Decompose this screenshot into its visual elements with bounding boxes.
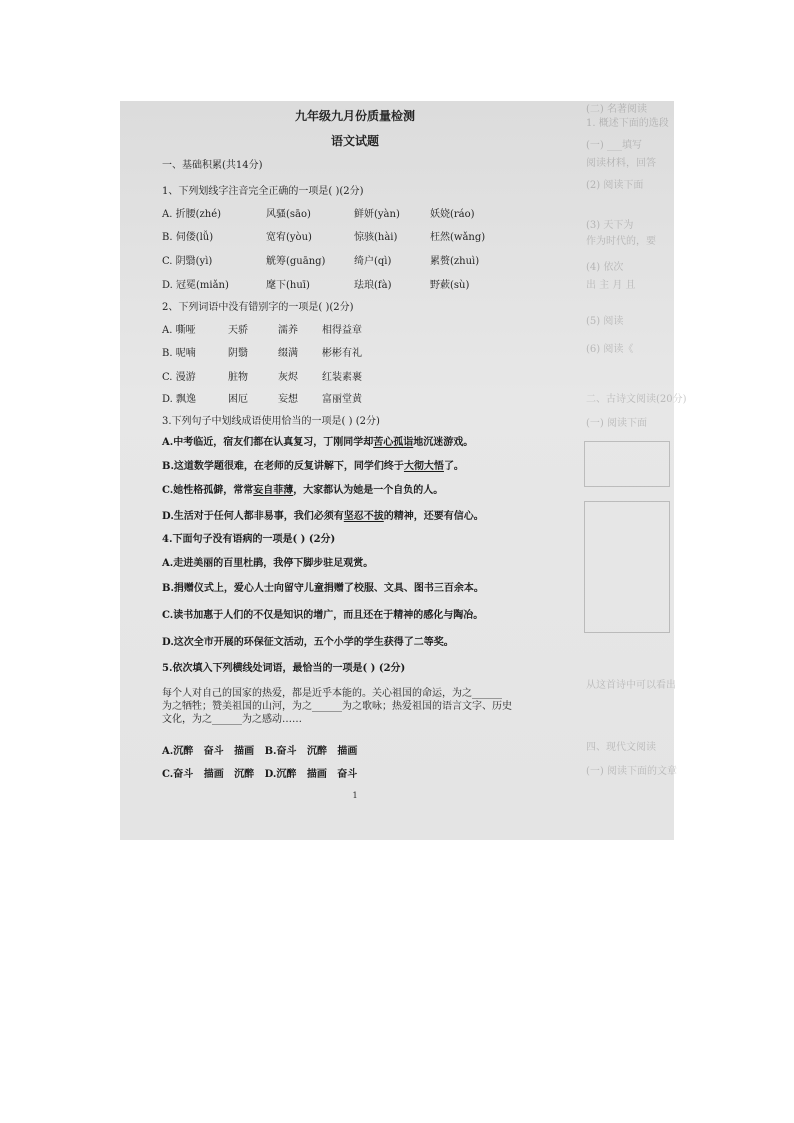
- q2-c-1: C. 漫游: [162, 372, 196, 383]
- q2-a-1: A. 嘶哑: [162, 325, 196, 336]
- q3-a-prefix: A.中考临近，宿友们都在认真复习，丁刚同学却: [162, 437, 374, 448]
- q1-a-3: 鲜妍(yàn): [354, 209, 400, 220]
- q4-option-d: D.这次全市开展的环保征文活动，五个小学的学生获得了二等奖。: [162, 637, 454, 648]
- q5-passage: [162, 687, 582, 726]
- q2-b-4: 彬彬有礼: [322, 348, 362, 359]
- q2-d-1: D. 飘逸: [162, 394, 197, 405]
- exam-title: 九年级九月份质量检测: [294, 109, 415, 123]
- q3-stem: 3.下列句子中划线成语使用恰当的一项是( ) (2分): [162, 416, 380, 427]
- exam-sheet: [120, 101, 590, 840]
- q4-option-a: A.走进美丽的百里杜鹃，我停下脚步驻足观赏。: [162, 558, 374, 569]
- q1-c-3: 绮户(qì): [354, 256, 392, 267]
- q3-b-suffix: 了。: [443, 461, 464, 472]
- q2-c-4: 红装素裹: [322, 372, 362, 383]
- q1-d-1: D. 冠冕(miǎn): [162, 280, 229, 291]
- q4-option-c: C.读书加惠于人们的不仅是知识的增广，而且还在于精神的感化与陶冶。: [162, 610, 484, 621]
- section-heading: 一、基础积累(共14分): [162, 160, 263, 171]
- q3-c-prefix: C.她性格孤僻，常常: [162, 485, 254, 496]
- q3-d-prefix: D.生活对于任何人都非易事，我们必须有: [162, 511, 344, 522]
- q3-a-suffix: 地沉迷游戏。: [413, 437, 474, 448]
- q1-a-1: A. 折腰(zhé): [162, 209, 222, 220]
- q2-stem: 2、下列词语中没有错别字的一项是( )(2分): [162, 302, 354, 313]
- q1-a-2: 风骚(sāo): [266, 209, 311, 220]
- q1-c-4: 累赘(zhuì): [430, 256, 480, 267]
- q4-option-b: B.捐赠仪式上，爱心人士向留守儿童捐赠了校服、文具、图书三百余本。: [162, 583, 484, 594]
- q1-b-4: 枉然(wǎng): [430, 232, 486, 243]
- q1-d-2: 麾下(huī): [266, 280, 310, 291]
- q5-options-cd: C.奋斗 描画 沉醉 D.沉醉 描画 奋斗: [162, 769, 358, 780]
- q5-passage-line-3: 文化，为之______为之感动……: [162, 714, 302, 725]
- q1-b-1: B. 伺偻(lǚ): [162, 232, 214, 243]
- q1-b-2: 宽宥(yòu): [266, 232, 312, 243]
- q3-c-idiom: 妄自菲薄: [253, 485, 294, 496]
- q2-d-2: 困厄: [228, 394, 248, 405]
- q5-passage-line-1: 每个人对自己的国家的热爱，都是近乎本能的。关心祖国的命运，为之______: [162, 688, 502, 699]
- q2-d-4: 富丽堂黄: [322, 394, 362, 405]
- q1-c-1: C. 阴翳(yì): [162, 256, 213, 267]
- q3-d-suffix: 的精神，还要有信心。: [383, 511, 484, 522]
- q5-passage-line-2: 为之牺牲；赞美祖国的山河，为之______为之歌咏；热爱祖国的语言文字、历史: [162, 701, 512, 712]
- q2-a-4: 相得益章: [322, 325, 362, 336]
- q2-b-1: B. 呢喃: [162, 348, 196, 359]
- q2-b-3: 缀满: [278, 348, 298, 359]
- q3-option-b: [162, 460, 464, 474]
- q4-stem: 4.下面句子没有语病的一项是( ) (2分): [162, 534, 336, 545]
- q1-a-4: 妖娆(ráo): [430, 209, 475, 220]
- q1-b-3: 惊骇(hài): [354, 232, 398, 243]
- q3-a-idiom: 苦心孤诣: [373, 437, 414, 448]
- q1-stem: 1、下列划线字注音完全正确的一项是( )(2分): [162, 186, 364, 197]
- q3-option-a: [162, 436, 473, 450]
- q3-b-idiom: 大彻大悟: [403, 461, 444, 472]
- scanned-exam-photo: [120, 101, 687, 840]
- q3-option-d: [162, 510, 484, 524]
- q1-d-4: 野蔌(sù): [430, 280, 470, 291]
- q1-c-2: 觥筹(guāng): [266, 256, 326, 267]
- q2-c-2: 脏物: [228, 372, 248, 383]
- q2-a-2: 天骄: [228, 325, 248, 336]
- q5-stem: 5.依次填入下列横线处词语，最恰当的一项是( ) (2分): [162, 663, 406, 674]
- q1-d-3: 珐琅(fà): [354, 280, 392, 291]
- q2-a-3: 濡养: [278, 325, 298, 336]
- q3-d-idiom: 坚忍不拔: [343, 511, 384, 522]
- q3-c-suffix: ，大家都认为她是一个自负的人。: [293, 485, 444, 496]
- q5-options-ab: A.沉醉 奋斗 描画 B.奋斗 沉醉 描画: [162, 746, 358, 757]
- page-number: 1: [352, 791, 358, 800]
- bleed-through-area: (二) 名著阅读 1. 概述下面的选段 (一) ___填写 阅读材料，回答 (2) 阅读下面 (3) 天下为 作为时代的，要 (4) 依次 出 主 月 且 (5) 阅读 (6) 阅读《 二、古诗文阅读(20分) (一) 阅读下面 从这首诗中可以看出 四、现代文阅读 (一) 阅读下面的文章: [586, 104, 687, 777]
- q2-b-2: 阴翳: [228, 348, 248, 359]
- q2-d-3: 妄想: [278, 394, 298, 405]
- exam-subject: 语文试题: [330, 134, 379, 148]
- q3-b-prefix: B.这道数学题很难，在老师的反复讲解下，同学们终于: [162, 461, 404, 472]
- q2-c-3: 灰烬: [278, 372, 298, 383]
- q3-option-c: [162, 484, 443, 498]
